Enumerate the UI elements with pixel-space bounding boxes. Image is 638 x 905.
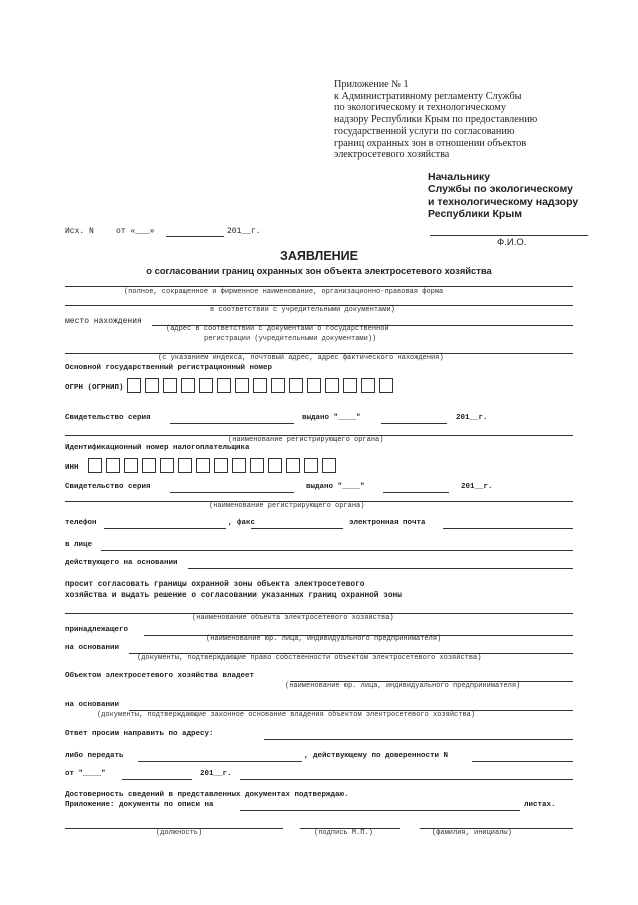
inn-title: Идентификационный номер налогоплательщика bbox=[65, 444, 250, 452]
location-label: место нахождения bbox=[65, 317, 142, 326]
acting-label: действующего на основании bbox=[65, 559, 178, 567]
inn-digit-box[interactable] bbox=[250, 458, 264, 473]
cert2-series-field[interactable] bbox=[170, 492, 294, 493]
person-field[interactable] bbox=[101, 550, 573, 551]
sheets-label: листах. bbox=[524, 801, 556, 809]
email-label: электронная почта bbox=[349, 519, 426, 527]
ogrn-digit-box[interactable] bbox=[181, 378, 195, 393]
caption-address-2: регистрации (учредительными документами)) bbox=[204, 335, 377, 343]
caption-signature: (подпись М.П.) bbox=[314, 829, 373, 837]
fio-line[interactable] bbox=[430, 235, 588, 236]
confirm-text: Достоверность сведений в представленных документах подтверждаю. bbox=[65, 791, 349, 799]
appendix-line: электросетевого хозяйства bbox=[334, 149, 450, 161]
inn-digit-box[interactable] bbox=[106, 458, 120, 473]
inn-digit-box[interactable] bbox=[88, 458, 102, 473]
fax-label: , факс bbox=[228, 519, 256, 527]
ogrn-digit-box[interactable] bbox=[127, 378, 141, 393]
ogrn-digit-box[interactable] bbox=[253, 378, 267, 393]
fio-caption: Ф.И.О. bbox=[497, 237, 527, 248]
addressee-line: Начальнику bbox=[428, 171, 491, 183]
basis-label-2: на основании bbox=[65, 701, 120, 709]
proxy-label: , действующему по доверенности N bbox=[304, 752, 449, 760]
appendix-line: по экологическому и технологическому bbox=[334, 102, 506, 114]
belonging-label: принадлежащего bbox=[65, 626, 129, 634]
caption-index: (с указанием индекса, почтовый адрес, адрес фактического нахождения) bbox=[158, 354, 444, 362]
ogrn-digit-box[interactable] bbox=[217, 378, 231, 393]
from-label: от "____" bbox=[65, 770, 106, 778]
cert2-label: Свидетельство серия bbox=[65, 483, 151, 491]
cert1-label: Свидетельство серия bbox=[65, 414, 151, 422]
caption-docs: в соответствии с учредительными документами) bbox=[210, 306, 395, 314]
caption-fullname: (фамилия, инициалы) bbox=[432, 829, 512, 837]
addressee-line: и технологическому надзору bbox=[428, 195, 579, 208]
from-extra-field[interactable] bbox=[240, 779, 573, 780]
ogrn-digit-box[interactable] bbox=[361, 378, 375, 393]
addressee-block bbox=[428, 171, 578, 221]
cert1-issued: выдано "____" bbox=[302, 414, 361, 422]
document-subtitle: о согласовании границ охранных зон объекта электросетевого хозяйства bbox=[146, 265, 492, 276]
ogrn-title: Основной государственный регистрационный номер bbox=[65, 364, 273, 372]
attach-field[interactable] bbox=[240, 810, 520, 811]
cert1-year: 201__г. bbox=[456, 414, 488, 422]
email-field[interactable] bbox=[443, 528, 573, 529]
caption-name: (полное, сокращенное и фирменное наименование, организационно-правовая форма bbox=[124, 288, 444, 296]
cert2-month-field[interactable] bbox=[383, 492, 449, 493]
addressee-line: Службы по экологическому bbox=[428, 183, 573, 196]
proxy-field[interactable] bbox=[472, 761, 573, 762]
cert2-year: 201__г. bbox=[461, 483, 493, 491]
cert1-month-field[interactable] bbox=[381, 423, 447, 424]
inn-digit-box[interactable] bbox=[268, 458, 282, 473]
appendix-block bbox=[334, 79, 594, 161]
caption-reg-organ-1: (наименование регистрирующего органа) bbox=[228, 436, 384, 444]
ogrn-digit-box[interactable] bbox=[163, 378, 177, 393]
ogrn-digit-box[interactable] bbox=[145, 378, 159, 393]
from-month-field[interactable] bbox=[122, 779, 192, 780]
caption-owner-2: (наименование юр. лица, индивидуального предпринимателя) bbox=[285, 682, 521, 690]
ref-year-label: 201__г. bbox=[227, 227, 261, 236]
fax-field[interactable] bbox=[251, 528, 343, 529]
cert1-series-field[interactable] bbox=[170, 423, 294, 424]
inn-label: ИНН bbox=[65, 464, 79, 472]
caption-property: (документы, подтверждающие право собственности объектом электросетевого хозяйства) bbox=[137, 654, 482, 662]
ref-date-label: от «___» bbox=[116, 227, 155, 236]
ogrn-digit-box[interactable] bbox=[379, 378, 393, 393]
inn-digit-box[interactable] bbox=[322, 458, 336, 473]
asks-line-2: хозяйства и выдать решение о согласовании указанных границ охранной зоны bbox=[65, 592, 402, 600]
caption-position: (должность) bbox=[156, 829, 203, 837]
caption-address-1: (адрес в соответствии с документами о государственной bbox=[166, 325, 389, 333]
cert2-issued: выдано "____" bbox=[306, 483, 365, 491]
inn-digit-box[interactable] bbox=[196, 458, 210, 473]
ogrn-digit-box[interactable] bbox=[271, 378, 285, 393]
ref-month-field[interactable] bbox=[166, 236, 224, 237]
inn-digit-box[interactable] bbox=[286, 458, 300, 473]
send-label: Ответ просим направить по адресу: bbox=[65, 730, 214, 738]
inn-digit-box[interactable] bbox=[160, 458, 174, 473]
or-label: либо передать bbox=[65, 752, 124, 760]
inn-digit-box[interactable] bbox=[142, 458, 156, 473]
appendix-line: к Административному регламенту Службы bbox=[334, 90, 522, 102]
inn-digit-box[interactable] bbox=[232, 458, 246, 473]
addressee-line: Республики Крым bbox=[428, 208, 522, 221]
ogrn-digit-box[interactable] bbox=[307, 378, 321, 393]
ogrn-boxes[interactable] bbox=[127, 378, 397, 393]
inn-boxes[interactable] bbox=[88, 458, 340, 473]
inn-digit-box[interactable] bbox=[214, 458, 228, 473]
inn-digit-box[interactable] bbox=[304, 458, 318, 473]
ogrn-digit-box[interactable] bbox=[343, 378, 357, 393]
attach-label: Приложение: документы по описи на bbox=[65, 801, 214, 809]
phone-label: телефон bbox=[65, 519, 97, 527]
ogrn-digit-box[interactable] bbox=[199, 378, 213, 393]
caption-legal: (документы, подтверждающие законное основание владения объектом электросетевого хозяйства) bbox=[97, 711, 476, 719]
caption-reg-organ-2: (наименование регистрирующего органа) bbox=[209, 502, 365, 510]
ogrn-digit-box[interactable] bbox=[235, 378, 249, 393]
asks-line-1: просит согласовать границы охранной зоны объекта электросетевого bbox=[65, 581, 365, 589]
send-address-field[interactable] bbox=[264, 739, 573, 740]
ogrn-digit-box[interactable] bbox=[289, 378, 303, 393]
ref-no-label: Исх. N bbox=[65, 227, 94, 236]
or-field[interactable] bbox=[138, 761, 302, 762]
appendix-line: надзору Республики Крым по предоставлению bbox=[334, 114, 538, 126]
appendix-line: государственной услуги по согласованию bbox=[334, 125, 515, 137]
caption-owner: (наименование юр. лица, индивидуального предпринимателя) bbox=[206, 635, 442, 643]
person-label: в лице bbox=[65, 541, 93, 549]
caption-object: (наименование объекта электросетевого хозяйства) bbox=[192, 614, 394, 622]
acting-field[interactable] bbox=[188, 568, 573, 569]
appendix-line: границ охранных зон в отношении объектов bbox=[334, 137, 527, 149]
document-title: ЗАЯВЛЕНИЕ bbox=[279, 249, 358, 263]
basis-label-1: на основании bbox=[65, 644, 120, 652]
inn-digit-box[interactable] bbox=[124, 458, 138, 473]
owns-label: Объектом электросетевого хозяйства владеет bbox=[65, 672, 255, 680]
phone-field[interactable] bbox=[104, 528, 226, 529]
appendix-line: Приложение № 1 bbox=[334, 79, 409, 90]
ogrn-label: ОГРН (ОГРНИП) bbox=[65, 384, 124, 392]
ogrn-digit-box[interactable] bbox=[325, 378, 339, 393]
from-year: 201__г. bbox=[200, 770, 232, 778]
inn-digit-box[interactable] bbox=[178, 458, 192, 473]
name-field[interactable] bbox=[65, 286, 573, 287]
